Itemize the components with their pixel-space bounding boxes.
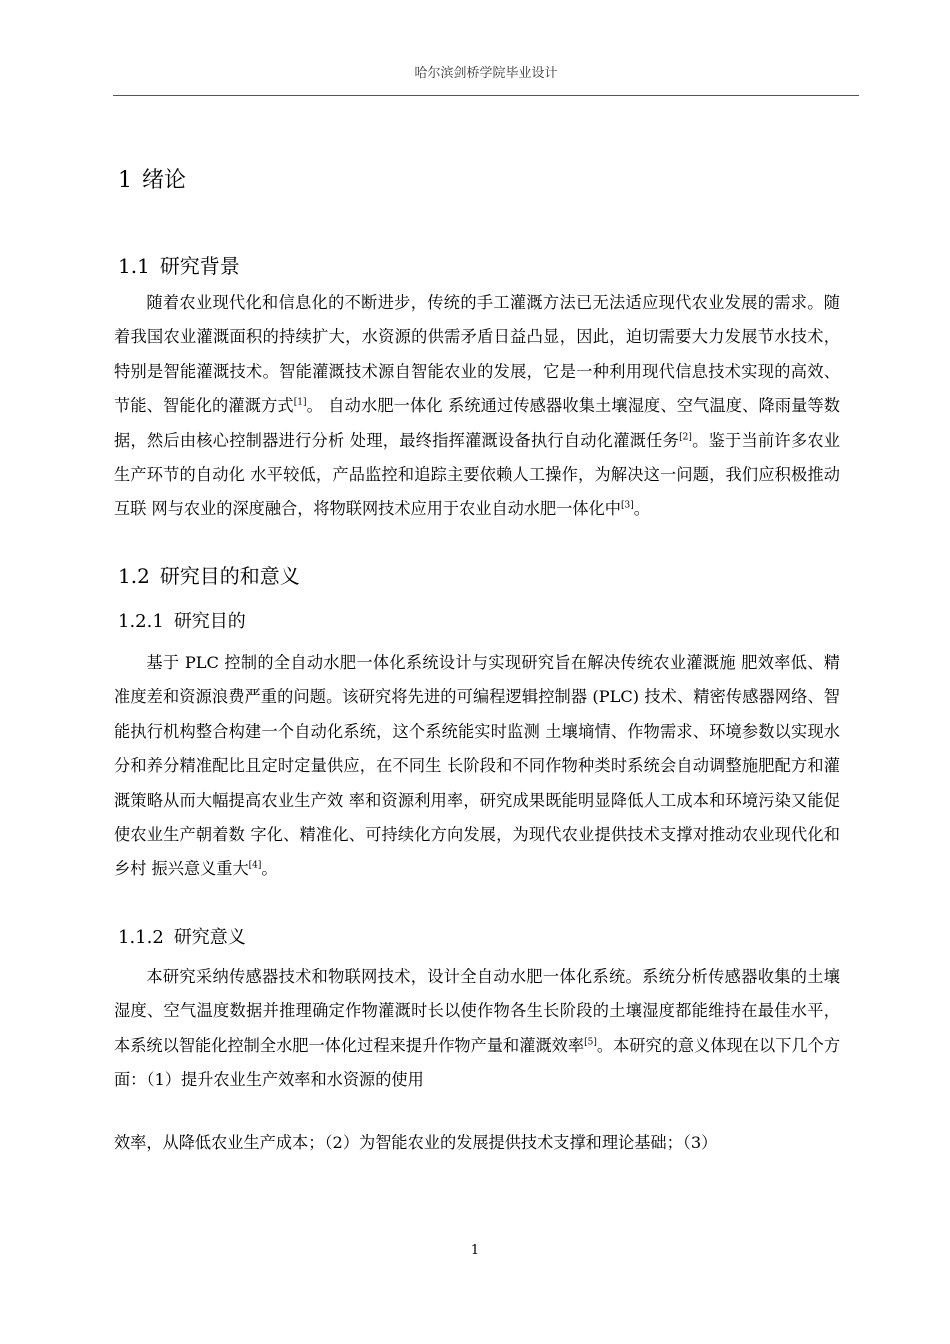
citation: [2] [679,432,692,443]
paragraph-text: 效率，从降低农业生产成本；（2）为智能农业的发展提供技术支撑和理论基础；（3） [114,1133,718,1152]
paragraph-significance [114,960,840,1098]
citation: [1] [293,397,307,408]
paragraph-text: 。 [261,859,278,879]
paragraph-background [114,286,840,527]
paragraph-text: 。 [633,499,650,519]
citation: [3] [620,501,634,512]
chapter-heading [118,163,186,194]
paragraph-text: 。鉴于当前许多农业生产环节的自动化 水平较低，产品监控和追踪主要依赖人工操作，为解决这一问题，我们应积极推动互联 网与农业的深度融合，将物联网技术应用于农业自动水肥一体化中 [114,430,840,519]
paragraph-purpose [114,646,840,887]
subsection-number: 1.1.2 [118,927,164,948]
paragraph-text: 。本研究的意义体现在以下几个方面：（1）提升农业生产效率和水资源的使用 [114,1035,841,1090]
subsection-title: 研究目的 [173,611,246,632]
paragraph-significance-continued [114,1126,840,1160]
page-number: 1 [470,1243,480,1258]
citation: [5] [584,1037,597,1048]
chapter-title: 绪论 [142,168,187,193]
section-title: 研究背景 [159,254,240,278]
header-divider [113,95,859,96]
subsection-number: 1.2.1 [118,611,164,632]
paragraph-text: 。 自动水肥一体化 系统通过传感器收集土壤湿度、空气温度、降雨量等数据，然后由核心控制器进行分析 处理，最终指挥灌溉设备执行自动化灌溉任务 [114,396,840,450]
subsection-title: 研究意义 [173,927,246,948]
paragraph-text: 基于 PLC 控制的全自动水肥一体化系统设计与实现研究旨在解决传统农业灌溉施 肥效率低、精准度差和资源浪费严重的问题。该研究将先进的可编程逻辑控制器 (PLC) 技术、精密传感器网络、智能执行机构整合构建一个自动化系统，这个系统能实时监测 土壤墒情、作物需求、环境参数以实现水分和养分精准配比且定时定量供应，在不同生 长阶段和不同作物种类时系统会自动调整施肥配方和灌溉策略从而大幅提高农业生产效 率和资源利用率，研究成果既能明显降低人工成本和环境污染又能促使农业生产朝着数 字化、精准化、可持续化方向发展，为现代农业提供技术支撑对推动农业现代化和乡村 振兴意义重大 [114,653,840,879]
section-heading-1-1 [118,250,240,279]
section-number: 1.2 [118,564,150,588]
citation: [4] [248,861,262,872]
paragraph-text: 随着农业现代化和信息化的不断进步，传统的手工灌溉方法已无法适应现代农业发展的需求。随着我国农业灌溉面积的持续扩大，水资源的供需矛盾日益凸显，因此，迫切需要大力发展节水技术，特别是智能灌溉技术。智能灌溉技术源自智能农业的发展，它是一种利用现代信息技术实现的高效、节能、智能化的灌溉方式 [114,293,840,416]
section-title: 研究目的和意义 [159,564,300,588]
subsection-heading-1-2-1 [118,607,246,633]
subsection-heading-1-1-2 [118,923,246,949]
section-heading-1-2 [118,560,300,589]
running-header: 哈尔滨剑桥学院毕业设计 [414,66,558,81]
paragraph-text: 本研究采纳传感器技术和物联网技术，设计全自动水肥一体化系统。系统分析传感器收集的土壤湿度、空气温度数据并推理确定作物灌溉时长以使作物各生长阶段的土壤湿度都能维持在最佳水平，本系统以智能化控制全水肥一体化过程来提升作物产量和灌溉效率 [114,967,840,1055]
chapter-number: 1 [118,168,132,193]
section-number: 1.1 [118,254,150,278]
